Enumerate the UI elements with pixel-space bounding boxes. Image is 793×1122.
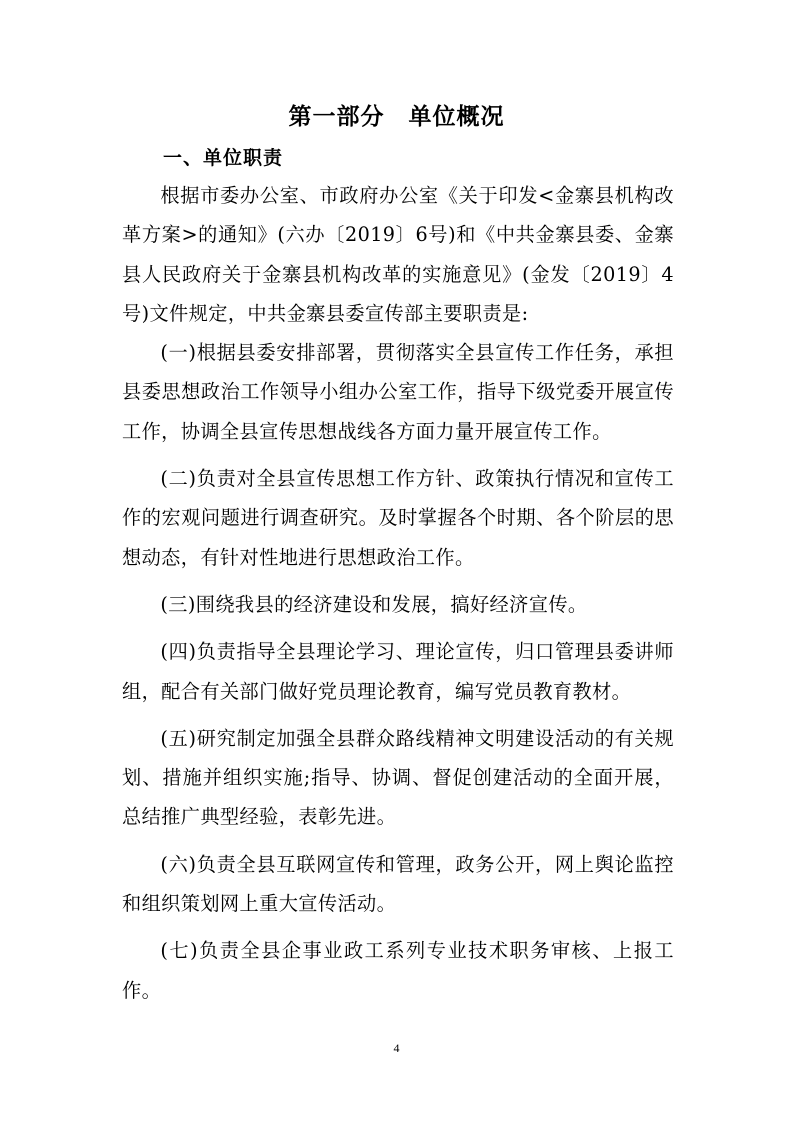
duty-item-5: (五)研究制定加强全县群众路线精神文明建设活动的有关规划、措施并组织实施;指导、协调、督促创建活动的全面开展，总结推广典型经验，表彰先进。 (122, 726, 674, 829)
duty-item-1: (一)根据县委安排部署，贯彻落实全县宣传工作任务，承担县委思想政治工作领导小组办公室工作，指导下级党委开展宣传工作，协调全县宣传思想战线各方面力量开展宣传工作。 (122, 341, 674, 443)
duty-item-6: (六)负责全县互联网宣传和管理，政务公开，网上舆论监控和组织策划网上重大宣传活动。 (122, 852, 674, 916)
page-number: 4 (393, 1041, 400, 1055)
intro-paragraph: 根据市委办公室、市政府办公室《关于印发<金寨县机构改革方案>的通知》(六办〔2019〕6号)和《中共金寨县委、金寨县人民政府关于金寨县机构改革的实施意见》(金发〔2019〕4号)文件规定，中共金寨县委宣传部主要职责是: (122, 184, 674, 325)
duty-item-4: (四)负责指导全县理论学习、理论宣传，归口管理县委讲师组，配合有关部门做好党员理论教育，编写党员教育教材。 (122, 640, 674, 703)
duty-item-7: (七)负责全县企事业政工系列专业技术职务审核、上报工作。 (122, 939, 674, 1002)
document-body (122, 176, 674, 1010)
page-title: 第一部分 单位概况 (288, 104, 505, 130)
section-heading: 一、单位职责 (163, 147, 284, 169)
duty-item-3: (三)围绕我县的经济建设和发展，搞好经济宣传。 (160, 592, 588, 616)
duty-item-2: (二)负责对全县宣传思想工作方针、政策执行情况和宣传工作的宏观问题进行调查研究。及时掌握各个时期、各个阶层的思想动态，有针对性地进行思想政治工作。 (122, 467, 674, 569)
